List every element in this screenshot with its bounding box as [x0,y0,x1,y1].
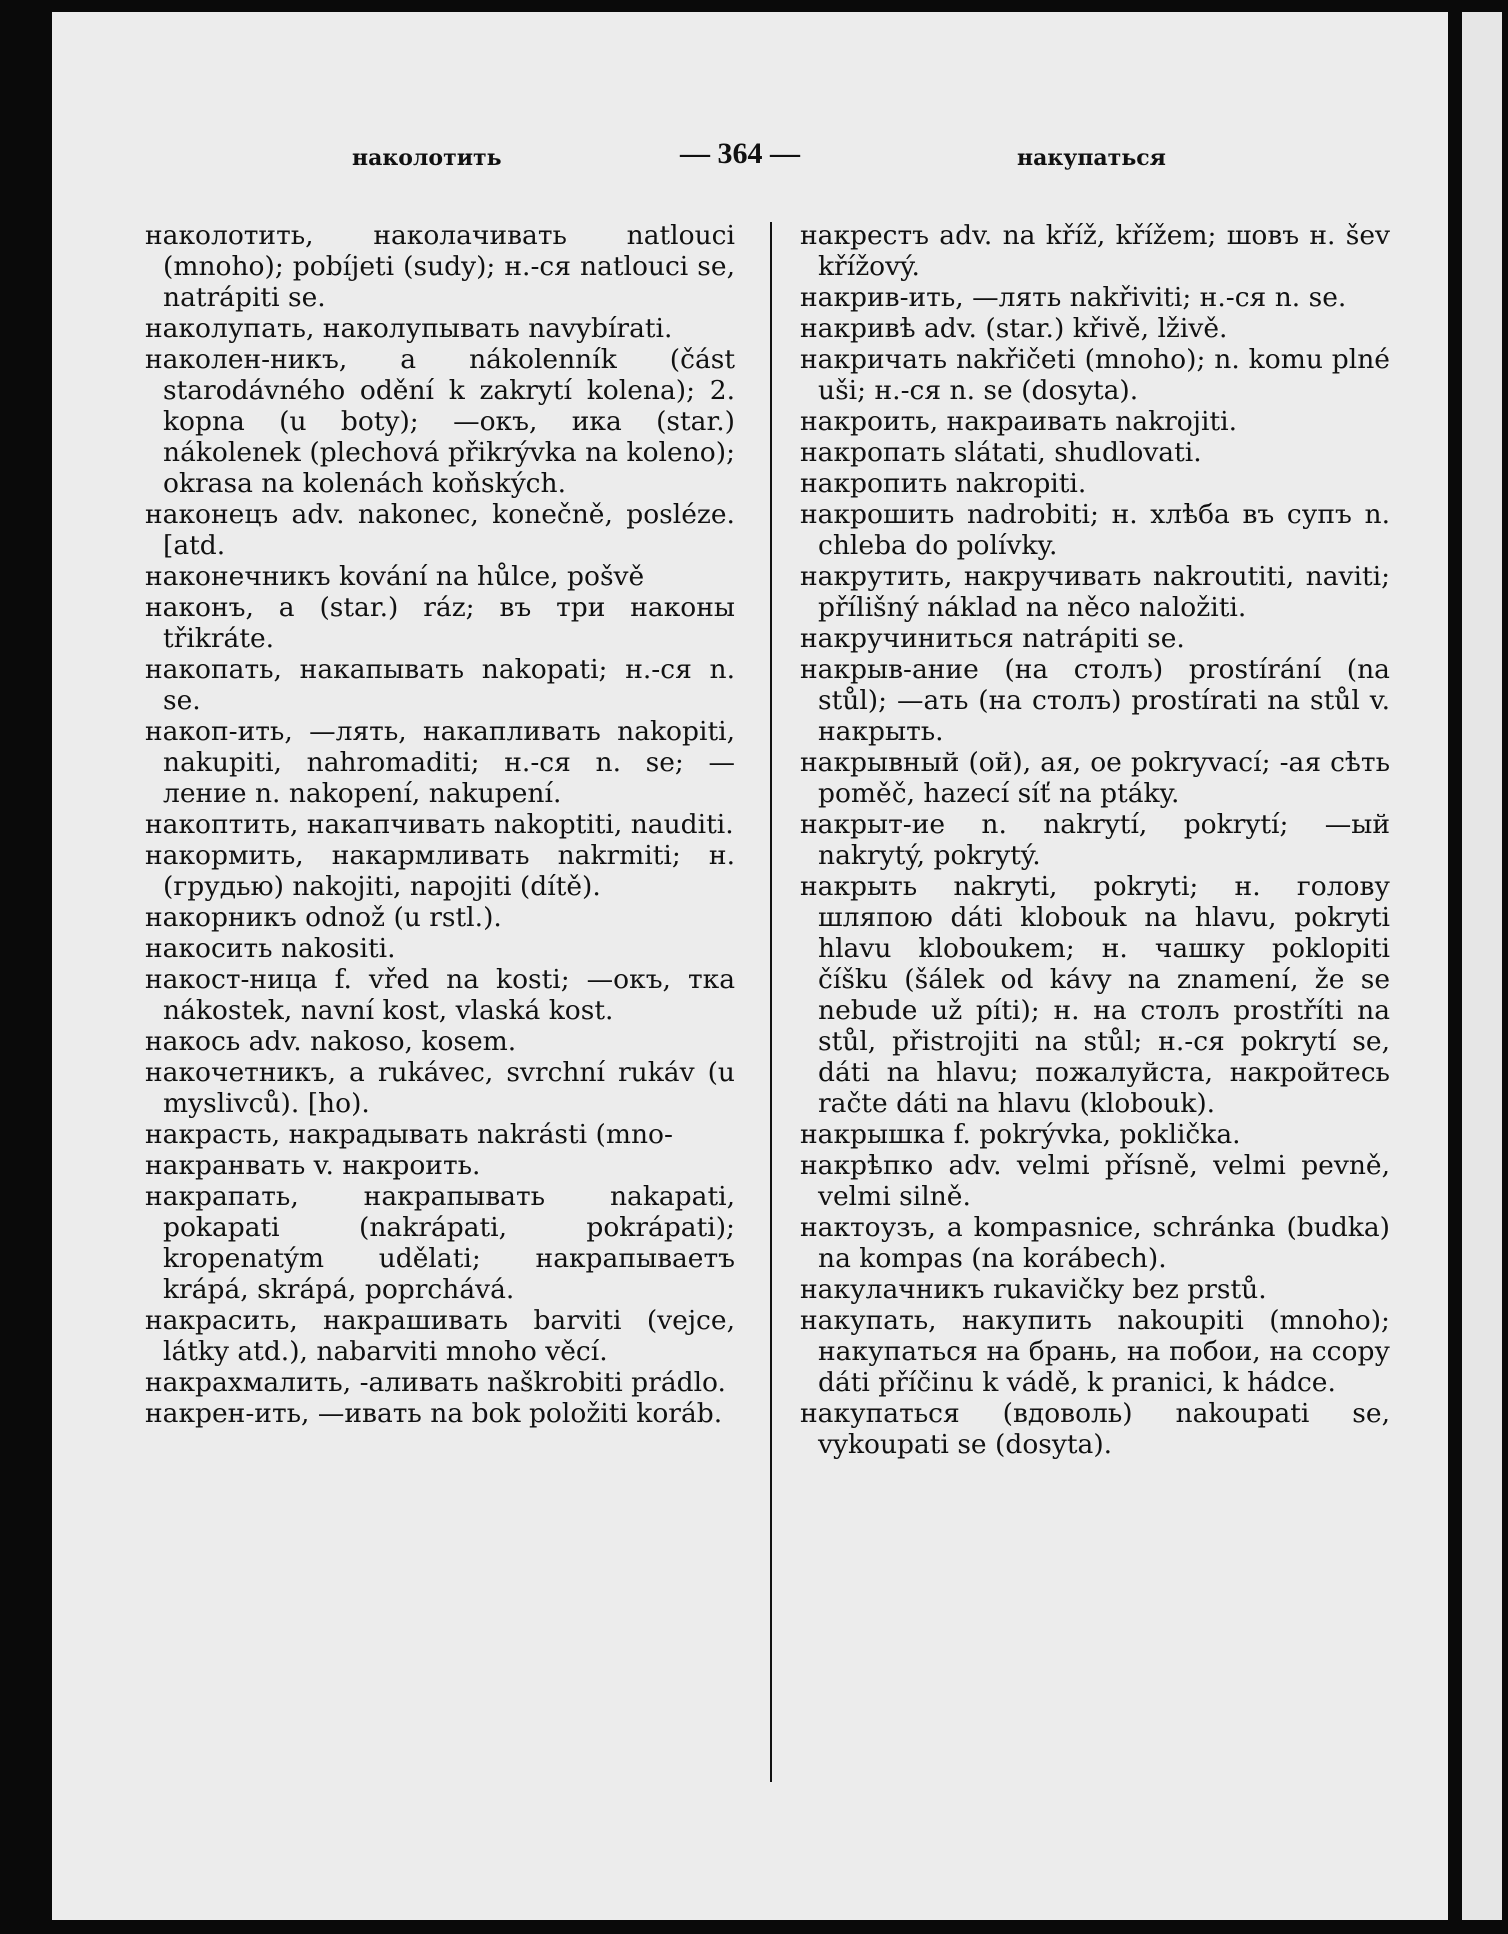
dictionary-entry: накрен-ить, —ивать na bok položiti koráb. [145,1398,723,1429]
dictionary-entry: наколотить, наколачивать natlouci (mnoho); pobíjeti (sudy); н.-ся natlouci se, natrápiti se. [145,220,735,313]
dictionary-entry: накропить nakropiti. [800,468,1087,499]
right-column [800,220,1390,1460]
dictionary-entry: наконечникъ kování na hůlce, pošvě [145,561,645,592]
dictionary-entry: накропать slátati, shudlovati. [800,437,1202,468]
dictionary-entry: накосить nakositi. [145,933,396,964]
dictionary-entry: наконецъ adv. nakonec, konečně, posléze. [atd. [145,499,735,561]
page-number: — 364 — [680,137,800,170]
dictionary-entry: накрасть, накрадывать nakrásti (mno- [145,1119,673,1150]
dictionary-entry: наконъ, a (star.) ráz; въ три наконы třikráte. [145,592,735,654]
right-running-headword: накупаться [1017,145,1166,171]
dictionary-entry: накопать, накапывать nakopati; н.-ся n. se. [145,654,735,716]
dictionary-entry: наколен-никъ, a nákolenník (část starodávného odění k zakrytí kolena); 2. kopna (u boty); —окъ, ика (star.) nákolenek (plechová přikrývka na koleno); okrasa na kolenách koňských. [145,344,735,499]
dictionary-entry: накрестъ adv. na kříž, křížem; шовъ н. šev křížový. [800,220,1390,282]
dictionary-entry: накрахмалить, -аливать naškrobiti prádlo. [145,1367,726,1398]
dictionary-entry: накричать nakřičeti (mnoho); n. komu plné uši; н.-ся n. se (dosyta). [800,344,1390,406]
dictionary-entry: накранвать v. накроить. [145,1150,481,1181]
dictionary-entry: накоп-ить, —лять, накапливать nakopiti, nakupiti, nahromaditi; н.-ся n. se; —ление n. nakopení, nakupení. [145,716,735,809]
dictionary-entry: накрапать, накрапывать nakapati, pokapati (nakrápati, pokrápati); kropenatým udělati; накрапываетъ krápá, skrápá, poprchává. [145,1181,735,1305]
dictionary-entry: нактоузъ, a kompasnice, schránka (budka) na kompas (na korábech). [800,1212,1390,1274]
dictionary-entry: накрошить nadrobiti; н. хлѣба въ супъ n. chleba do polívky. [800,499,1390,561]
dictionary-entry: накрѣпко adv. velmi přísně, velmi pevně, velmi silně. [800,1150,1390,1212]
dictionary-entry: накупать, накупить nakoupiti (mnoho); накупаться на брань, на побои, на ссору dáti příčinu k vádě, k pranici, k hádce. [800,1305,1390,1398]
dictionary-entry: накривѣ adv. (star.) křivě, lživě. [800,313,1228,344]
dictionary-entry: накрутить, накручивать nakroutiti, naviti; přílišný náklad na něco naložiti. [800,561,1390,623]
dictionary-entry: накупаться (вдоволь) nakoupati se, vykoupati se (dosyta). [800,1398,1390,1460]
dictionary-entry: накось adv. nakoso, kosem. [145,1026,517,1057]
dictionary-entry: накорникъ odnož (u rstl.). [145,902,502,933]
dictionary-page [52,12,1448,1920]
page-header [52,137,1448,177]
dictionary-entry: накрив-ить, —лять nakřiviti; н.-ся n. se. [800,282,1347,313]
dictionary-entry: накрышка f. pokrývka, poklička. [800,1119,1241,1150]
dictionary-entry: накулачникъ rukavičky bez prstů. [800,1274,1267,1305]
dictionary-entry: накост-ница f. vřed na kosti; —окъ, тка nákostek, navní kost, vlaská kost. [145,964,735,1026]
dictionary-entry: накоптить, накапчивать nakoptiti, nauditi. [145,809,734,840]
dictionary-entry: накручиниться natrápiti se. [800,623,1185,654]
dictionary-entry: накроить, накраивать nakrojiti. [800,406,1238,437]
dictionary-entry: накрыт-ие n. nakrytí, pokrytí; —ый nakrytý, pokrytý. [800,809,1390,871]
left-column [145,220,735,1429]
dictionary-entry: наколупать, наколупывать navybírati. [145,313,673,344]
dictionary-entry: накрывный (ой), ая, ое pokryvací; -ая сѣть poměč, hazecí síť na ptáky. [800,747,1390,809]
next-page-edge [1462,12,1502,1920]
dictionary-entry: накрасить, накрашивать barviti (vejce, látky atd.), nabarviti mnoho věcí. [145,1305,735,1367]
left-running-headword: наколотить [352,145,502,171]
dictionary-entry: накормить, накармливать nakrmiti; н. (грудью) nakojiti, napojiti (dítě). [145,840,735,902]
column-divider [770,222,772,1782]
dictionary-entry: накрыть nakryti, pokryti; н. голову шляпою dáti klobouk na hlavu, pokryti hlavu kloboukem; н. чашку poklopiti číšku (šálek od kávy na znamení, že se nebude už píti); н. на столъ prostříti na stůl, přistrojiti na stůl; н.-ся pokrytí se, dáti na hlavu; пожалуйста, накройтесь račte dáti na hlavu (klobouk). [800,871,1390,1119]
dictionary-entry: накочетникъ, a rukávec, svrchní rukáv (u myslivců). [ho). [145,1057,735,1119]
dictionary-entry: накрыв-ание (на столъ) prostírání (na stůl); —ать (на столъ) prostírati na stůl v. накрыть. [800,654,1390,747]
